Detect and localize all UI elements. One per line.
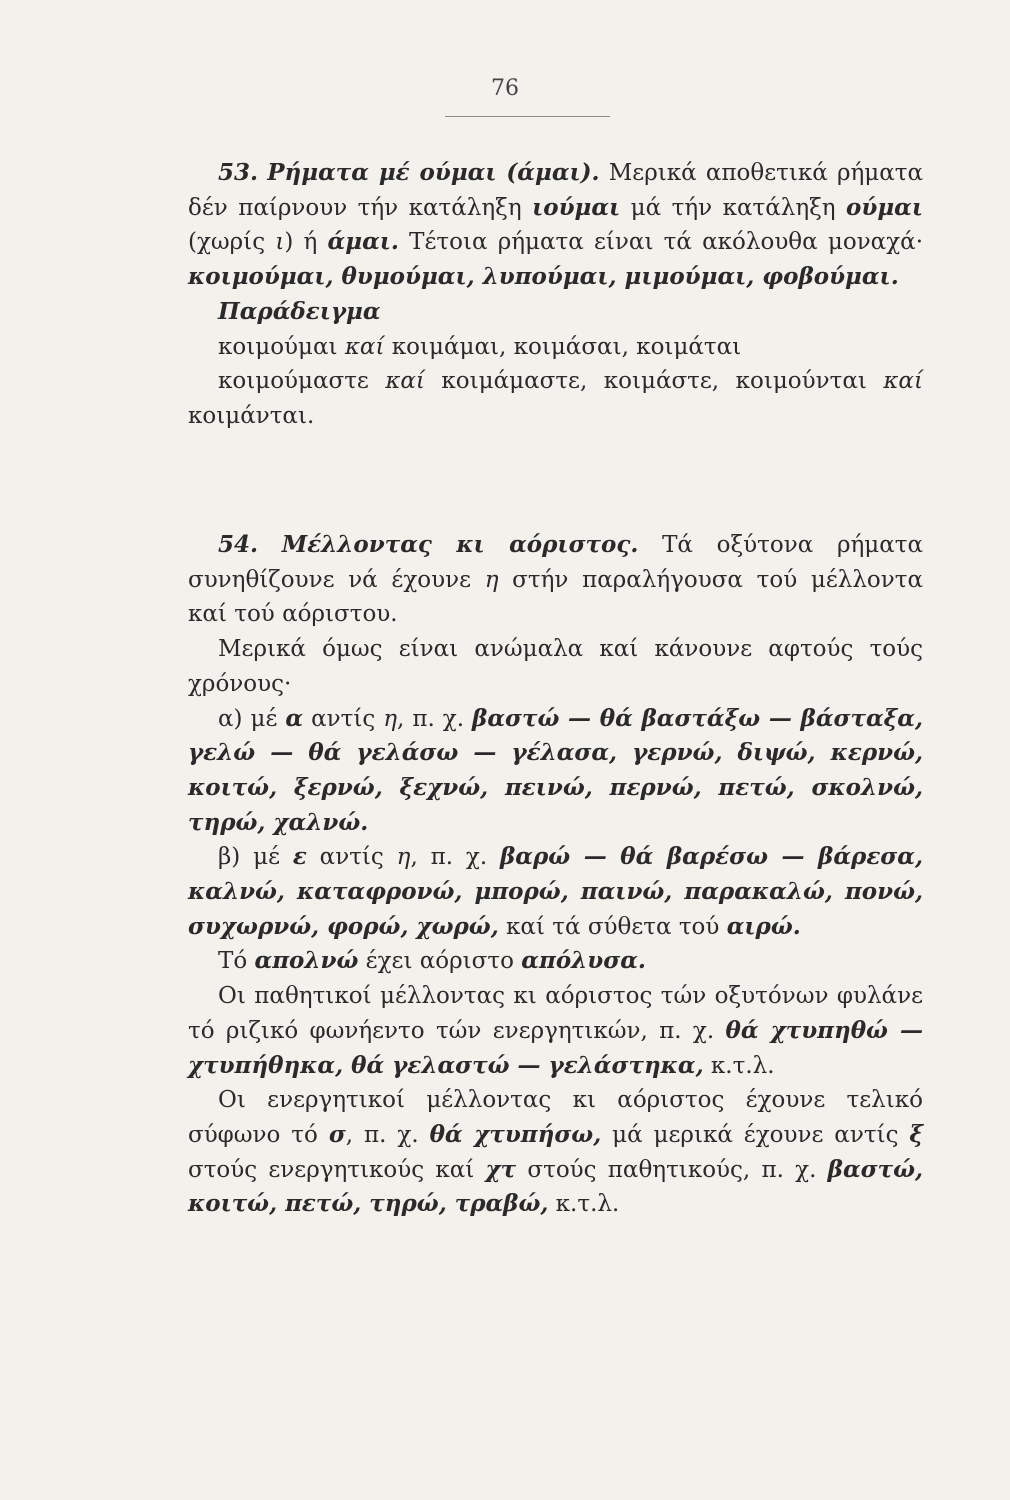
text: μά μερικά έχουνε αντίς: [601, 1121, 910, 1148]
term: χτ: [485, 1155, 517, 1183]
term: θά χτυπήσω,: [429, 1120, 602, 1148]
section-number: 53.: [218, 159, 259, 186]
text: καί: [344, 333, 385, 360]
term: αιρώ.: [726, 912, 801, 940]
text: αντίς: [306, 844, 397, 871]
term: ιούμαι: [532, 193, 621, 221]
section-53: [188, 156, 923, 434]
text: Τά οξύτονα ρήματα συνηθίζουνε νά έχουνε: [188, 532, 923, 593]
text: κοιμάμαστε, κοιμάστε, κοιμούνται: [424, 368, 884, 395]
term: απολνώ: [254, 947, 359, 975]
text: Τέτοια ρήματα είναι τά ακόλουθα μοναχά·: [398, 229, 923, 256]
term-list: βαρώ — θά βαρέσω — βάρεσα, καλνώ, καταφρονώ, μπορώ, παινώ, παρακαλώ, πονώ, συχωρνώ, φορώ, χωρώ,: [188, 843, 923, 940]
text: καί: [385, 368, 425, 395]
section-heading: Μέλλοντας κι αόριστος.: [281, 531, 639, 558]
term: ξ: [909, 1120, 924, 1148]
term-list: βαστώ, κοιτώ, πετώ, τηρώ, τραβώ,: [188, 1155, 923, 1218]
section-number: 54.: [218, 531, 259, 558]
paragraph: Μερικά όμως είναι ανώμαλα καί κάνουνε αφτούς τούς χρόνους·: [188, 636, 923, 697]
text: (χωρίς: [188, 229, 276, 256]
page-number: 76: [491, 76, 519, 101]
text: στούς ενεργητικούς καί: [188, 1156, 486, 1183]
example-line-1: [188, 330, 923, 365]
text: κ.τ.λ.: [703, 1052, 775, 1079]
term: η: [383, 705, 398, 732]
text: κ.τ.λ.: [548, 1191, 620, 1218]
term: σ: [328, 1120, 346, 1148]
term-list: κοιμούμαι, θυμούμαι, λυπούμαι, μιμούμαι, φοβούμαι.: [188, 263, 899, 291]
text: καί: [883, 368, 923, 395]
paragraph: [188, 1083, 923, 1222]
header-rule: [445, 116, 610, 117]
text: κοιμάνται.: [188, 402, 315, 429]
text: α) μέ: [218, 705, 286, 732]
text: κοιμούμαστε: [218, 368, 386, 395]
term: ούμαι: [846, 193, 923, 221]
term-list: θά χτυπηθώ — χτυπήθηκα, θά γελαστώ — γελάστηκα,: [188, 1016, 924, 1079]
text: στήν παραλήγουσα τού μέλλοντα καί τού αόριστου.: [188, 566, 923, 628]
text: κοιμούμαι: [218, 333, 345, 360]
text: καί τά σύθετα τού: [498, 913, 727, 940]
term: ι: [275, 229, 285, 256]
section-54: [188, 528, 923, 1222]
text: έχει αόριστο: [358, 948, 522, 975]
text: β) μέ: [218, 844, 293, 871]
term: η: [396, 844, 411, 871]
text: στούς παθητικούς, π. χ.: [516, 1156, 828, 1183]
text: Οι ενεργητικοί μέλλοντας κι αόριστος έχουνε τελικό σύφωνο τό: [188, 1087, 923, 1148]
section-53-paragraph: [188, 156, 923, 295]
text: κοιμάμαι, κοιμάσαι, κοιμάται: [384, 333, 742, 360]
text: Οι παθητικοί μέλλοντας κι αόριστος τών οξυτόνων φυλάνε τό ριζικό φωνήεντο τών ενεργητικών, π. χ.: [188, 983, 923, 1044]
term: α: [285, 704, 304, 732]
text: αντίς: [303, 705, 384, 732]
section-54-paragraph: [188, 528, 923, 632]
term-list: βαστώ — θά βαστάξω — βάσταξα, γελώ — θά γελάσω — γέλασα, γερνώ, διψώ, κερνώ, κοιτώ, ξερνώ, ξεχνώ, πεινώ, περνώ, πετώ, σκολνώ, τηρώ, χαλνώ.: [188, 704, 923, 836]
text: , π. χ.: [397, 705, 473, 732]
term: ε: [292, 843, 307, 871]
text: Μερικά αποθετικά ρήματα δέν παίρνουν τήν κατάληξη: [188, 160, 923, 221]
text: Τό: [218, 948, 255, 975]
text: , π. χ.: [410, 844, 500, 871]
paragraph: [188, 944, 923, 979]
list-item-b: [188, 840, 923, 944]
list-item-a: [188, 702, 923, 841]
text: , π. χ.: [345, 1121, 430, 1148]
term: η: [484, 566, 499, 593]
section-heading: Ρήματα μέ ούμαι (άμαι).: [267, 159, 600, 186]
text: μά τήν κατάληξη: [620, 194, 847, 221]
term: άμαι.: [327, 228, 399, 256]
term: απόλυσα.: [521, 947, 646, 975]
example-line-2: [188, 364, 923, 433]
example-heading: Παράδειγμα: [218, 297, 381, 325]
text: ) ή: [284, 229, 328, 256]
paragraph: [188, 979, 923, 1083]
